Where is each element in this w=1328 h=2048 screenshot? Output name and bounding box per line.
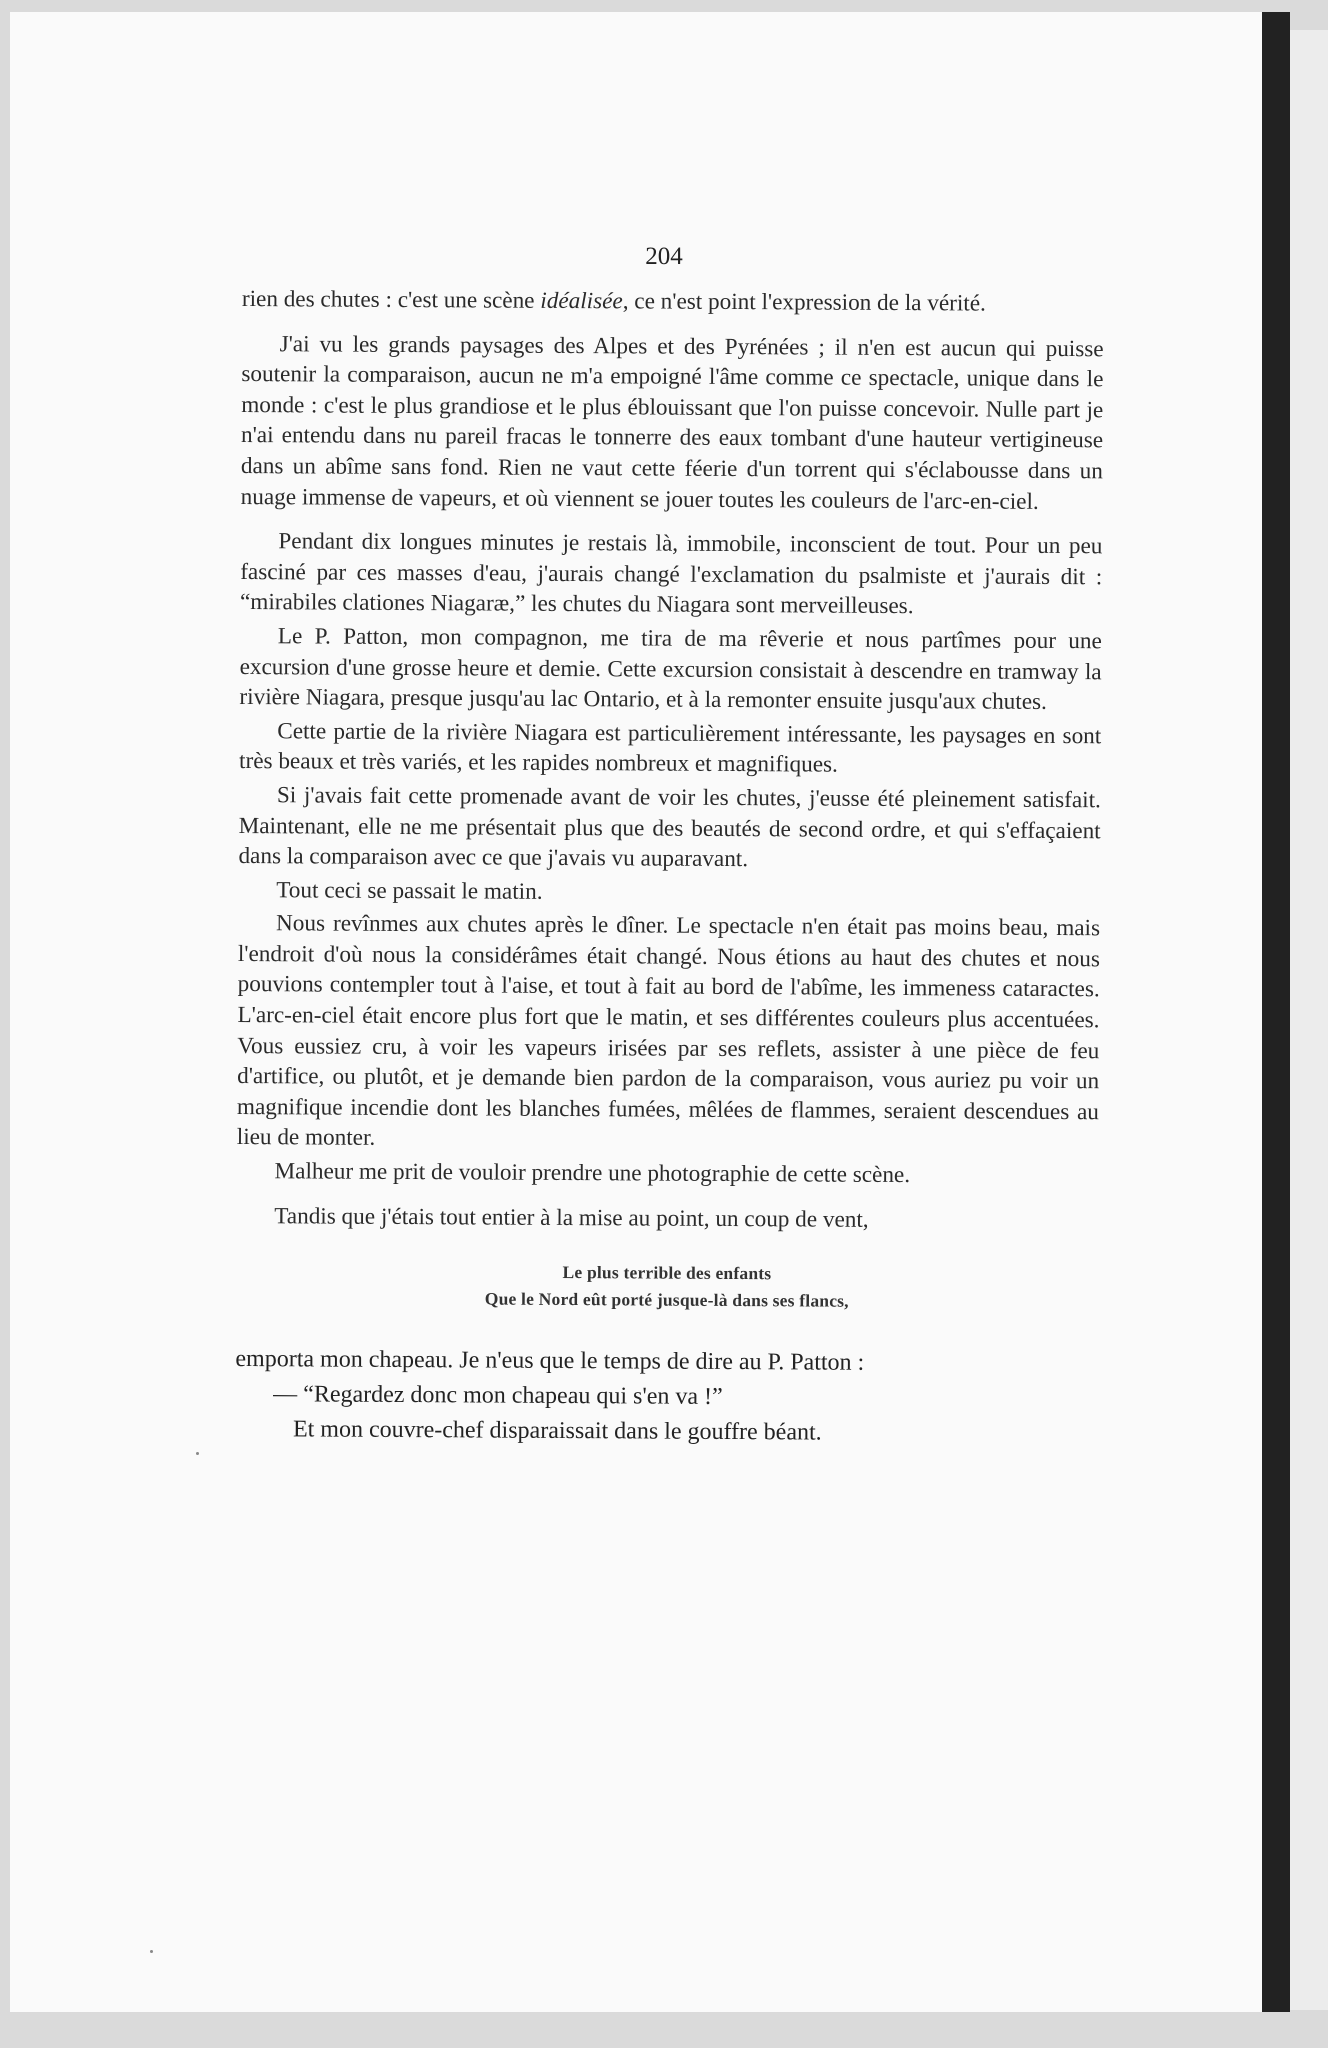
paragraph-6: Si j'avais fait cette promenade avant de voir les chutes, j'eusse été pleinement satisfait. Maintenant, elle ne me présentait plus que des beautés de second ordre, et qui s'effaçaient dans la comparaison avec ce que j'avais vu auparavant. [238, 782, 1101, 873]
book-spine-shadow [1262, 12, 1290, 2012]
paragraph-10: Tandis que j'étais tout entier à la mise au point, un coup de vent, [274, 1202, 869, 1233]
paragraph-5: Cette partie de la rivière Niagara est particulièrement intéressante, les paysages en sont très beaux et très variés, et les rapides nombreux et magnifiques. [239, 717, 1102, 778]
closing-line-2: — “Regardez donc mon chapeau qui s'en va !” [273, 1381, 723, 1411]
paragraph-4: Le P. Patton, mon compagnon, me tira de ma rêverie et nous partîmes pour une excursion d'une grosse heure et demie. Cette excursion consistait à descendre en tramway la rivière Niagara, presque jusqu'au lac Ontario, et à la remonter ensuite jusqu'aux chutes. [239, 623, 1102, 716]
paragraph-1-emphasis: idéalisée [540, 287, 623, 315]
verse-line-2: Que le Nord eût porté jusque-là dans ses flancs, [484, 1288, 849, 1311]
body-text [235, 284, 1104, 1453]
paragraph-2: J'ai vu les grands paysages des Alpes et des Pyrénées ; il n'en est aucun qui puisse soutenir la comparaison, aucun ne m'a empoigné l'âme comme ce spectacle, unique dans le monde : c'est le plus grandiose et le plus éblouissant que l'on puisse concevoir. Nulle part je n'ai entendu dans nu pareil fracas le tonnerre des eaux tombant d'une hauteur vertigineuse dans un abîme sans fond. Rien ne vaut cette féerie d'un torrent qui s'éclabousse dans un nuage immense de vapeurs, et où viennent se jouer toutes les couleurs de l'arc-en-ciel. [240, 330, 1104, 515]
paragraph-7: Tout ceci se passait le matin. [276, 876, 543, 905]
scan-speck [196, 1452, 199, 1455]
paragraph-9: Malheur me prit de vouloir prendre une photographie de cette scène. [274, 1158, 911, 1189]
verse-line-1: Le plus terrible des enfants [562, 1262, 772, 1284]
closing-line-1: emporta mon chapeau. Je n'eus que le temps de dire au P. Patton : [235, 1346, 865, 1377]
paragraph-3: Pendant dix longues minutes je restais là, immobile, inconscient de tout. Pour un peu fasciné par ces masses d'eau, j'aurais changé l'exclamation du psalmiste et j'aurais dit : “mirabiles clationes Niagaræ,” les chutes du Niagara sont merveilleuses. [239, 528, 1103, 620]
page-number: 204 [645, 243, 683, 270]
facing-page-edge [1290, 30, 1328, 2010]
closing-line-3: Et mon couvre-chef disparaissait dans le gouffre béant. [292, 1416, 822, 1446]
paragraph-8: Nous revînmes aux chutes après le dîner. Le spectacle n'en était pas moins beau, mais l'endroit d'où nous la considérâmes était changé. Nous étions au haut des chutes et nous pouvions contempler tout à l'aise, et tout à fait au bord de l'abîme, les immeness cataractes. L'arc-en-ciel était encore plus fort que le matin, et ses différentes couleurs plus accentuées. Vous eussiez cru, à voir les vapeurs irisées par ses reflets, assister à une pièce de feu d'artifice, ou plutôt, et je demande bien pardon de la comparaison, vous auriez pu voir un magnifique incendie dont les blanches fumées, mêlées de flammes, seraient descendues au lieu de monter. [236, 910, 1101, 1152]
verse-quotation [236, 1257, 1098, 1316]
paragraph-1-end: , ce n'est point l'expression de la vérité. [622, 288, 986, 317]
paragraph-1-start: rien des chutes : c'est une scène [241, 285, 541, 314]
scan-speck [150, 1950, 153, 1953]
paragraph-1 [242, 284, 1104, 320]
